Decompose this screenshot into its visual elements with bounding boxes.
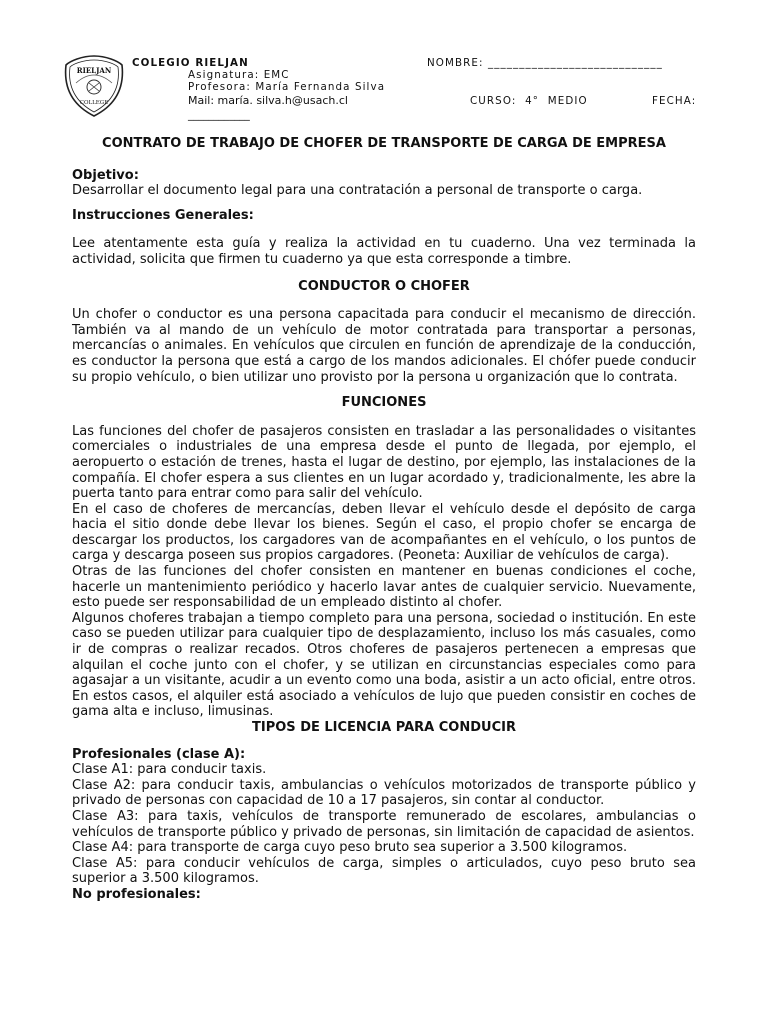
objective-text: Desarrollar el documento legal para una contratación a personal de transporte o carga.	[72, 183, 643, 199]
instructions-heading: Instrucciones Generales:	[72, 207, 254, 223]
objective-heading: Objetivo:	[72, 167, 139, 183]
school-name: COLEGIO RIELJAN	[132, 57, 249, 69]
class-a5: Clase A5: para conducir vehículos de carga, simples o articulados, cuyo peso bruto sea superior a 3.500 kilogramos.	[72, 855, 696, 887]
class-a3: Clase A3: para taxis, vehículos de transporte remunerado de escolares, ambulancias o vehículos de transporte público y privado de personas, sin limitación de capacidad de asientos.	[72, 808, 696, 840]
blank-line: ____________	[188, 109, 250, 121]
licenses-heading: TIPOS DE LICENCIA PARA CONDUCIR	[252, 720, 516, 735]
subject-label: Asignatura: EMC	[188, 69, 290, 81]
functions-paragraph-4: Algunos choferes trabajan a tiempo completo para una persona, sociedad o institución. En este caso se pueden utilizar para cualquier tipo de desplazamiento, incluso los más casuales, como ir de compras o realizar recados. Otros choferes de pasajeros pertenecen a empresas que alquilan el coche junto con el chofer, y se utilizan en circunstancias especiales como para agasajar a un visitante, acudir a un evento como una boda, asistir a un acto oficial, entre otros. En estos casos, el alquiler está asociado a vehículos de lujo que pueden consistir en coches de gama alta e incluso, limusinas.	[72, 610, 696, 720]
class-a4: Clase A4: para transporte de carga cuyo peso bruto sea superior a 3.500 kilogramos.	[72, 840, 628, 856]
logo-top-text: RIELJAN	[76, 66, 112, 75]
document-title: CONTRATO DE TRABAJO DE CHOFER DE TRANSPORTE DE CARGA DE EMPRESA	[102, 136, 666, 151]
class-a2: Clase A2: para conducir taxis, ambulancias o vehículos motorizados de transporte público y privado de personas con capacidad de 10 a 17 pasajeros, sin contar al conductor.	[72, 777, 696, 809]
functions-paragraph-3: Otras de las funciones del chofer consisten en mantener en buenas condiciones el coche, hacerle un mantenimiento periódico y hacerlo lavar antes de cualquier servicio. Nuevamente, esto puede ser responsabilidad de un empleado distinto al chofer.	[72, 564, 696, 611]
teacher-label: Profesora: María Fernanda Silva	[188, 81, 386, 93]
class-a1: Clase A1: para conducir taxis.	[72, 762, 267, 778]
logo-bottom-text: COLLEGE	[79, 100, 109, 106]
professional-heading: Profesionales (clase A):	[72, 746, 246, 762]
instructions-text: Lee atentamente esta guía y realiza la actividad en tu cuaderno. Una vez terminada la actividad, solicita que firmen tu cuaderno ya que esta corresponde a timbre.	[72, 236, 696, 267]
course-label: CURSO: 4° MEDIO	[470, 95, 588, 107]
driver-heading: CONDUCTOR O CHOFER	[298, 278, 470, 294]
mail-label: Mail: maría. silva.h@usach.cl	[188, 94, 348, 107]
driver-text: Un chofer o conductor es una persona capacitada para conducir el mecanismo de dirección. También va al mando de un vehículo de motor contratada para transportar a personas, mercancías o animales. En vehículos que circulen en función de aprendizaje de la conducción, es conductor la persona que está a cargo de los mandos adicionales. El chófer puede conducir su propio vehículo, o bien utilizar uno provisto por la persona u organización que lo contrata.	[72, 307, 696, 385]
functions-paragraph-1: Las funciones del chofer de pasajeros consisten en trasladar a las personalidades o visitantes comerciales o industriales de una empresa desde el punto de llegada, por ejemplo, el aeropuerto o estación de trenes, hasta el lugar de destino, por ejemplo, las instalaciones de la compañía. El chofer espera a sus clientes en un lugar acordado y, tradicionalmente, les abre la puerta tanto para entrar como para salir del vehículo.	[72, 423, 696, 502]
non-professional-heading: No profesionales:	[72, 886, 201, 902]
functions-paragraph-2: En el caso de choferes de mercancías, deben llevar el vehículo desde el depósito de carga hacia el sitio donde debe llevar los bienes. Según el caso, el propio chofer se encarga de descargar los productos, los cargadores van de acompañantes en el vehículo, o los puntos de carga y descarga poseen sus propios cargadores. (Peoneta: Auxiliar de vehículos de carga).	[72, 501, 696, 564]
school-logo	[62, 53, 126, 119]
functions-heading: FUNCIONES	[341, 395, 427, 411]
date-field: FECHA:	[652, 95, 697, 107]
name-field: NOMBRE: ____________________________	[427, 57, 663, 69]
document-body	[72, 136, 696, 903]
